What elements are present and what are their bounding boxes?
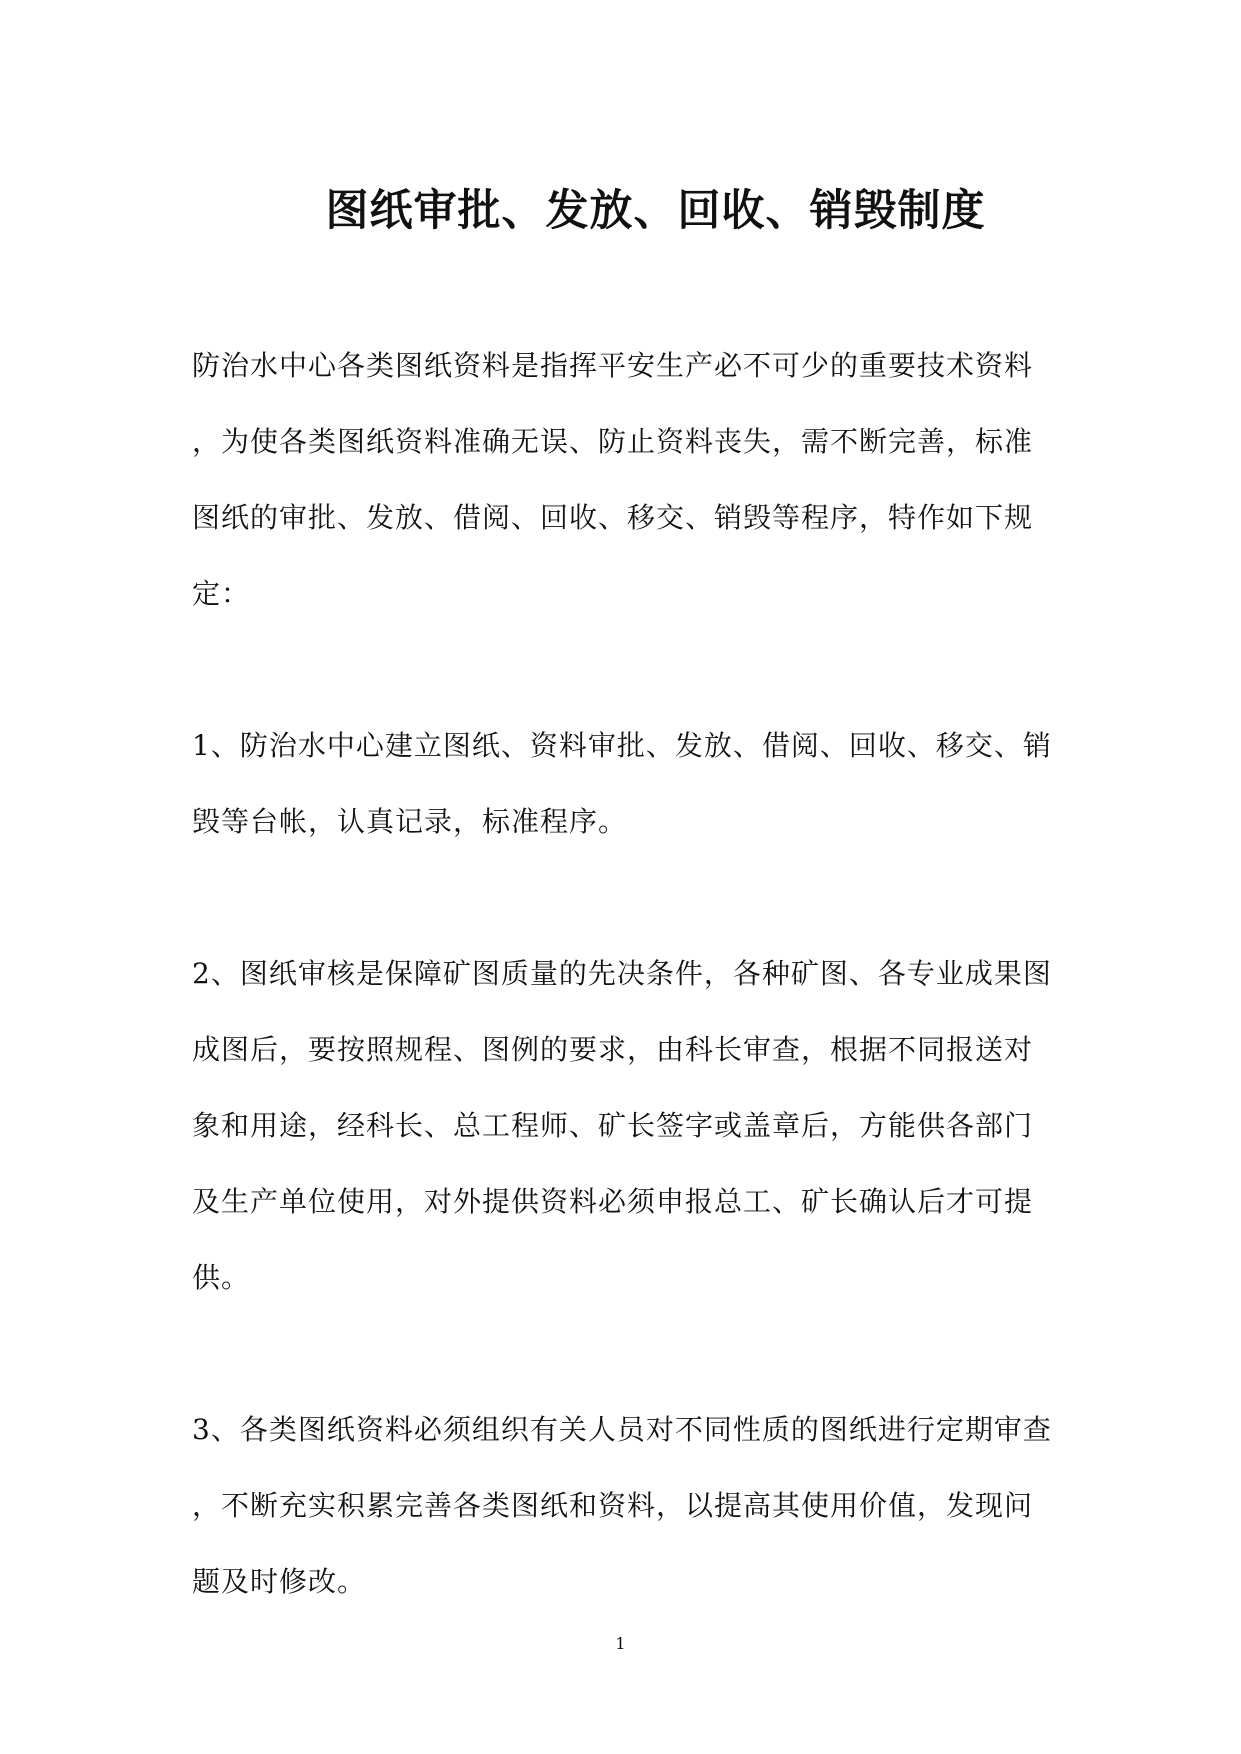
paragraph-line: 题及时修改。 [192, 1565, 367, 1598]
paragraph-line: 1、防治水中心建立图纸、资料审批、发放、借阅、回收、移交、销 [192, 729, 1052, 762]
paragraph-line: ，不断充实积累完善各类图纸和资料，以提高其使用价值，发现问 [192, 1489, 1034, 1522]
page-number: 1 [615, 1634, 626, 1653]
paragraph-line: 防治水中心各类图纸资料是指挥平安生产必不可少的重要技术资料 [192, 349, 1034, 382]
paragraph-item-2 [192, 936, 1056, 1316]
paragraph-item-1 [192, 708, 1056, 860]
paragraph-line: 3、各类图纸资料必须组织有关人员对不同性质的图纸进行定期审查 [192, 1413, 1052, 1446]
paragraph-line: 象和用途，经科长、总工程师、矿长签字或盖章后，方能供各部门 [192, 1109, 1034, 1142]
paragraph-intro [192, 328, 1056, 632]
paragraph-line: 供。 [192, 1261, 251, 1294]
paragraph-line: 2、图纸审核是保障矿图质量的先决条件，各种矿图、各专业成果图 [192, 957, 1052, 990]
paragraph-line: 毁等台帐，认真记录，标准程序。 [192, 805, 628, 838]
paragraph-line: ，为使各类图纸资料准确无误、防止资料丧失，需不断完善，标准 [192, 425, 1034, 458]
paragraph-line: 图纸的审批、发放、借阅、回收、移交、销毁等程序，特作如下规 [192, 501, 1034, 534]
paragraph-item-3 [192, 1392, 1056, 1620]
paragraph-line: 成图后，要按照规程、图例的要求，由科长审查，根据不同报送对 [192, 1033, 1034, 1066]
document-title: 图纸审批、发放、回收、销毁制度 [325, 185, 986, 236]
paragraph-line: 定： [192, 577, 251, 610]
paragraph-line: 及生产单位使用，对外提供资料必须申报总工、矿长确认后才可提 [192, 1185, 1034, 1218]
